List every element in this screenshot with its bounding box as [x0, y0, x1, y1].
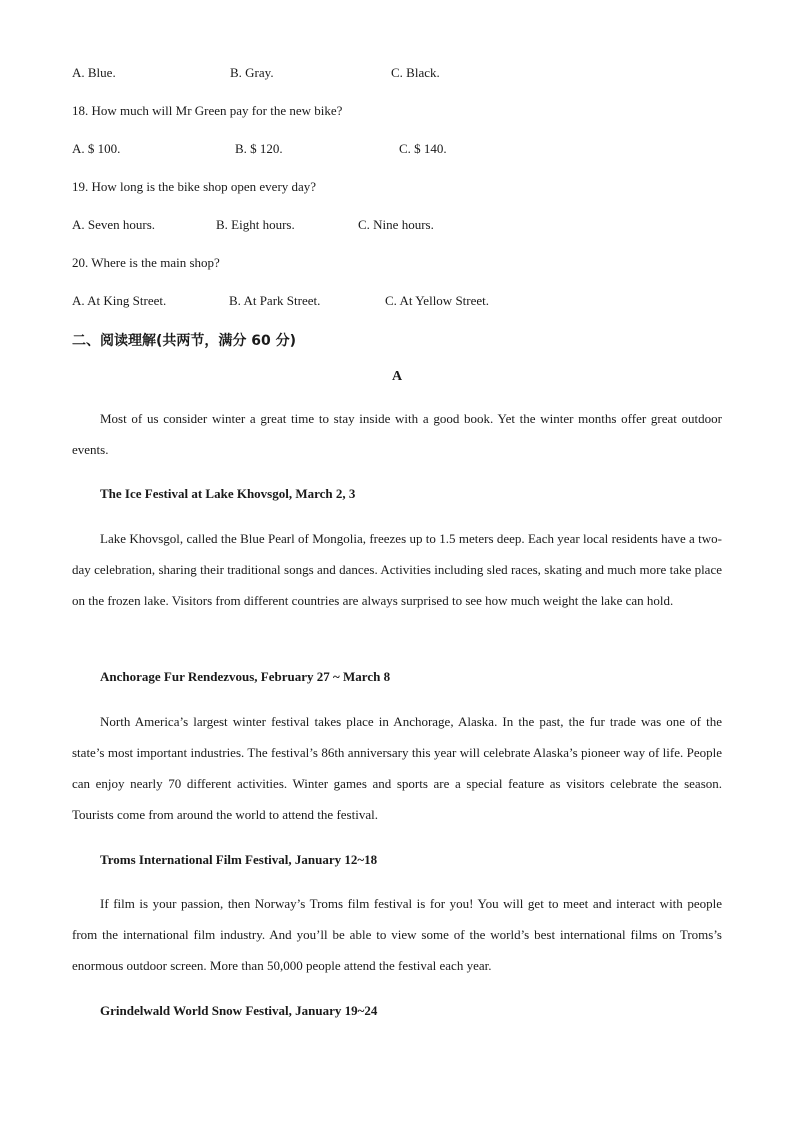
q19-question: 19. How long is the bike shop open every day?: [72, 179, 317, 194]
festival-heading-ice: The Ice Festival at Lake Khovsgol, March 2, 3: [100, 486, 356, 501]
q20-option-a: A. At King Street.: [72, 293, 167, 308]
q18-option-c: C. $ 140.: [399, 141, 447, 156]
passage-letter: A: [391, 369, 403, 384]
festival-text-anchorage: North America’s largest winter festival takes place in Anchorage, Alaska. In the past, the fur trade was one of the state’s most important industries. The festival’s 86th anniversary this year will celebrate Alaska’s pioneer way of life. People can enjoy nearly 70 different activities. Winter games and sports are a special feature as visitors celebrate the season. Tourists come from around the world to attend the festival.: [72, 714, 722, 822]
festival-heading-grindelwald: Grindelwald World Snow Festival, January 19~24: [100, 1003, 378, 1018]
festival-text-ice: Lake Khovsgol, called the Blue Pearl of Mongolia, freezes up to 1.5 meters deep. Each year local residents have a two-day celebration, sharing their traditional songs and dances. Activities including sled races, skating and much more take place on the frozen lake. Visitors from different countries are always surprised to see how much weight the lake can hold.: [72, 531, 722, 608]
q19-option-a: A. Seven hours.: [72, 217, 156, 232]
q19-option-c: C. Nine hours.: [358, 217, 434, 232]
q19-option-b: B. Eight hours.: [216, 217, 295, 232]
q17-option-a: A. Blue.: [72, 65, 116, 80]
festival-text-troms: If film is your passion, then Norway’s Troms film festival is for you! You will get to meet and interact with people from the international film industry. And you’ll be able to view some of the world’s best international films on Troms’s enormous outdoor screen. More than 50,000 people attend the festival each year.: [72, 896, 722, 973]
festival-heading-troms: Troms International Film Festival, January 12~18: [100, 852, 378, 867]
q18-question: 18. How much will Mr Green pay for the new bike?: [72, 103, 343, 118]
q17-option-b: B. Gray.: [230, 65, 274, 80]
q18-option-b: B. $ 120.: [235, 141, 283, 156]
q20-option-b: B. At Park Street.: [229, 293, 321, 308]
q20-option-c: C. At Yellow Street.: [385, 293, 490, 308]
q20-question: 20. Where is the main shop?: [72, 255, 220, 270]
intro-paragraph: Most of us consider winter a great time to stay inside with a good book. Yet the winter months offer great outdoor events.: [72, 411, 722, 457]
q18-option-a: A. $ 100.: [72, 141, 121, 156]
q17-option-c: C. Black.: [391, 65, 440, 80]
section-title: 二、阅读理解(共两节，满分 60 分): [72, 333, 297, 349]
festival-heading-anchorage: Anchorage Fur Rendezvous, February 27 ~ March 8: [100, 669, 391, 684]
